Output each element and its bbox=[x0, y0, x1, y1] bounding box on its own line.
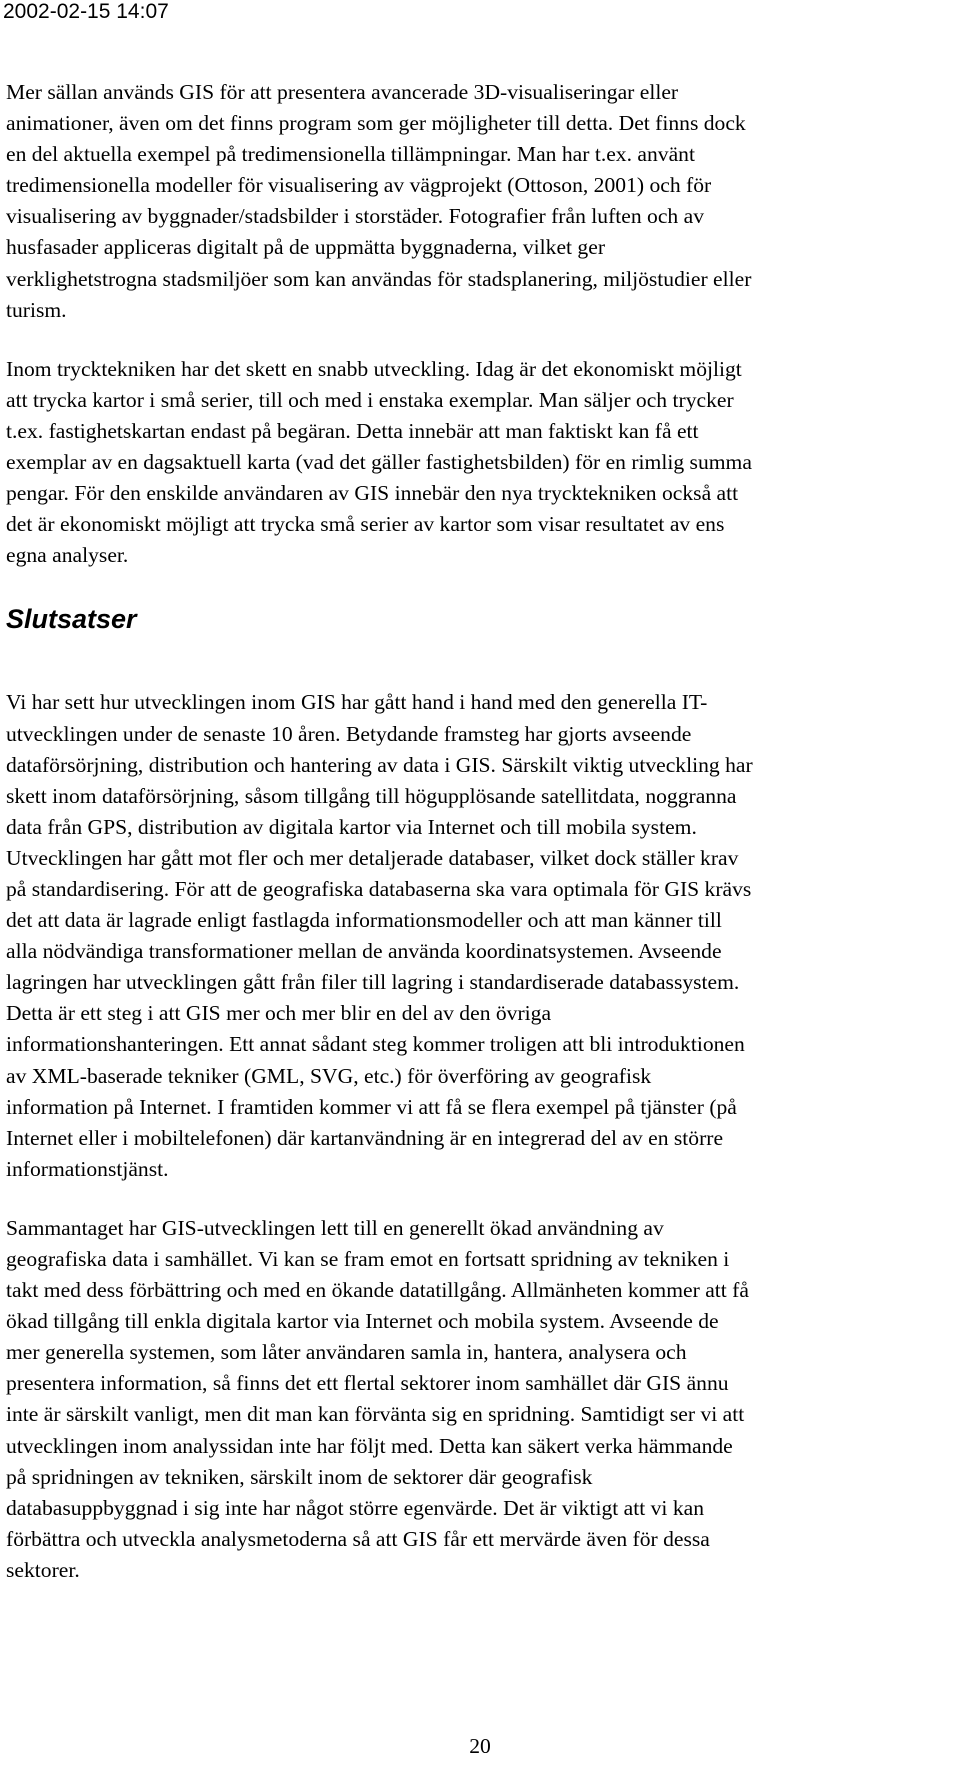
text-line: t.ex. fastighetskartan endast på begäran. Detta innebär att man faktiskt kan få ett bbox=[6, 418, 699, 443]
text-line: lagringen har utvecklingen gått från filer till lagring i standardiserade databassystem. bbox=[6, 970, 740, 995]
text-line: på spridningen av tekniken, särskilt inom de sektorer där geografisk bbox=[6, 1464, 593, 1489]
document-body bbox=[6, 77, 950, 1586]
text-line: Inom trycktekniken har det skett en snabb utveckling. Idag är det ekonomiskt möjligt bbox=[6, 356, 742, 381]
text-line: animationer, även om det finns program som ger möjligheter till detta. Det finns dock bbox=[6, 111, 746, 136]
text-line: Sammantaget har GIS-utvecklingen lett till en generellt ökad användning av bbox=[6, 1215, 664, 1240]
text-line: turism. bbox=[6, 297, 67, 322]
text-line: Vi har sett hur utvecklingen inom GIS har gått hand i hand med den generella IT- bbox=[6, 690, 708, 715]
text-line: dataförsörjning, distribution och hantering av data i GIS. Särskilt viktig utveckling har bbox=[6, 752, 753, 777]
text-line: informationstjänst. bbox=[6, 1156, 169, 1181]
text-line: inte är särskilt vanligt, men dit man kan förvänta sig en spridning. Samtidigt ser vi att bbox=[6, 1402, 745, 1427]
text-line: det att data är lagrade enligt fastlagda informationsmodeller och att man känner till bbox=[6, 908, 722, 933]
text-line: utvecklingen inom analyssidan inte har följt med. Detta kan säkert verka hämmande bbox=[6, 1433, 733, 1458]
header-timestamp: 2002-02-15 14:07 bbox=[3, 0, 169, 23]
text-line: egna analyser. bbox=[6, 543, 129, 568]
paragraph-printing-technology bbox=[6, 354, 950, 572]
text-line: Detta är ett steg i att GIS mer och mer blir en del av den övriga bbox=[6, 1001, 552, 1026]
text-line: databasuppbyggnad i sig inte har något större egenvärde. Det är viktigt att vi kan bbox=[6, 1495, 704, 1520]
text-line: det är ekonomiskt möjligt att trycka små serier av kartor som visar resultatet av ens bbox=[6, 512, 725, 537]
text-line: geografiska data i samhället. Vi kan se fram emot en fortsatt spridning av tekniken i bbox=[6, 1247, 730, 1271]
paragraph-conclusions-development bbox=[6, 687, 950, 1185]
text-line: tredimensionella modeller för visualisering av vägprojekt (Ottoson, 2001) och för bbox=[6, 173, 712, 198]
text-line: husfasader appliceras digitalt på de uppmätta byggnaderna, vilket ger bbox=[6, 235, 606, 260]
text-line: mer generella systemen, som låter användaren samla in, hantera, analysera och bbox=[6, 1340, 687, 1365]
paragraph-conclusions-summary bbox=[6, 1213, 950, 1586]
text-line: verklighetstrogna stadsmiljöer som kan användas för stadsplanering, miljöstudier eller bbox=[6, 266, 752, 291]
text-line: Internet eller i mobiltelefonen) där kartanvändning är en integrerad del av en större bbox=[6, 1125, 724, 1150]
text-line: ökad tillgång till enkla digitala kartor via Internet och mobila system. Avseende de bbox=[6, 1309, 719, 1334]
text-line: takt med dess förbättring och med en ökande datatillgång. Allmänheten kommer att få bbox=[6, 1278, 749, 1303]
paragraph-3d-visualization bbox=[6, 77, 950, 326]
text-line: sektorer. bbox=[6, 1557, 80, 1582]
text-line: skett inom dataförsörjning, såsom tillgång till högupplösande satellitdata, noggranna bbox=[6, 783, 737, 808]
page-number: 20 bbox=[469, 1734, 491, 1758]
text-line: Mer sällan används GIS för att presentera avancerade 3D-visualiseringar eller bbox=[6, 80, 679, 104]
text-line: på standardisering. För att de geografiska databaserna ska vara optimala för GIS krävs bbox=[6, 876, 752, 901]
text-line: informationshanteringen. Ett annat sådant steg kommer troligen att bli introduktionen bbox=[6, 1032, 745, 1057]
text-line: data från GPS, distribution av digitala kartor via Internet och till mobila system. bbox=[6, 814, 697, 839]
text-line: av XML-baserade tekniker (GML, SVG, etc.) för överföring av geografisk bbox=[6, 1063, 652, 1088]
text-line: alla nödvändiga transformationer mellan de använda koordinatsystemen. Avseende bbox=[6, 939, 722, 964]
section-heading: Slutsatser bbox=[6, 604, 137, 635]
text-line: Utvecklingen har gått mot fler och mer detaljerade databaser, vilket dock ställer krav bbox=[6, 845, 739, 870]
text-line: pengar. För den enskilde användaren av GIS innebär den nya trycktekniken också att bbox=[6, 481, 739, 506]
text-line: utvecklingen under de senaste 10 åren. Betydande framsteg har gjorts avseende bbox=[6, 721, 692, 746]
text-line: att trycka kartor i små serier, till och med i enstaka exemplar. Man säljer och trycker bbox=[6, 387, 734, 412]
text-line: information på Internet. I framtiden kommer vi att få se flera exempel på tjänster (på bbox=[6, 1094, 737, 1119]
text-line: förbättra och utveckla analysmetoderna så att GIS får ett mervärde även för dessa bbox=[6, 1526, 710, 1551]
text-line: en del aktuella exempel på tredimensionella tillämpningar. Man har t.ex. använt bbox=[6, 142, 695, 167]
text-line: presentera information, så finns det ett flertal sektorer inom samhället där GIS ännu bbox=[6, 1371, 729, 1396]
text-line: visualisering av byggnader/stadsbilder i storstäder. Fotografier från luften och av bbox=[6, 204, 705, 229]
text-line: exemplar av en dagsaktuell karta (vad det gäller fastighetsbilden) för en rimlig summa bbox=[6, 450, 752, 475]
